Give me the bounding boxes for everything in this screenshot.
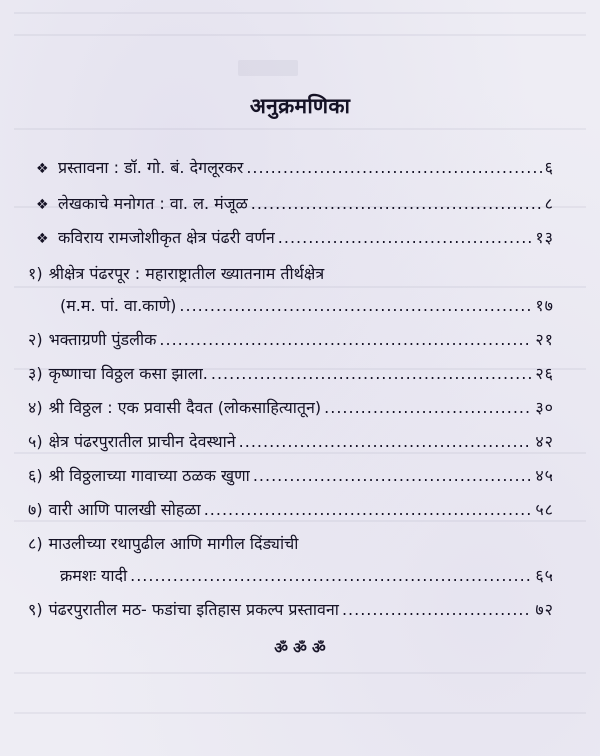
bleed-heading [238,60,298,76]
toc-page-number: ७२ [535,600,554,619]
bleed-line [14,672,586,674]
leader-dots [204,500,533,519]
toc-page-number: ५८ [535,500,554,519]
toc-entry-text: माउलीच्या रथापुढील आणि मागील दिंड्यांची [48,534,299,553]
toc-entry-text: श्री विठ्ठलाच्या गावाच्या ठळक खुणा [48,466,250,485]
diamond-bullet-icon: ❖ [36,197,49,213]
bleed-line [14,128,586,130]
toc-entry-text: क्रमशः यादी [60,566,128,585]
toc-entry-text: (म.म. पां. वा.काणे) [60,296,177,315]
toc-entry-number: ५) [28,432,43,451]
toc-entry [36,156,554,178]
toc-entry [28,262,554,284]
toc-entry-number: ४) [28,398,43,417]
bleed-line [14,712,586,714]
toc-entry-number: ९) [28,600,43,619]
toc-entry [36,226,554,248]
toc-entry-text: श्रीक्षेत्र पंढरपूर : महाराष्ट्रातील ख्यातनाम तीर्थक्षेत्र [48,264,325,283]
bleed-line [14,34,586,36]
diamond-bullet-icon: ❖ [36,231,49,247]
toc-page-number: १३ [535,228,554,247]
leader-dots [342,600,532,619]
bleed-line [14,12,586,14]
toc-entry [28,464,554,486]
toc-entry-number: ८) [28,534,43,553]
toc-entry [28,498,554,520]
toc-entry-text: प्रस्तावना : डॉ. गो. बं. देगलूरकर [58,158,244,177]
leader-dots [159,330,532,349]
toc-entry-text: कविराय रामजोशीकृत क्षेत्र पंढरी वर्णन [58,228,275,247]
toc-page-number: १७ [535,296,554,315]
toc-entry [28,362,554,384]
page-title: अनुक्रमणिका [249,94,351,118]
leader-dots [130,566,532,585]
toc-entry-number: ७) [28,500,43,519]
toc-entry [28,598,554,620]
toc-page-number: ४५ [535,466,554,485]
leader-dots [246,158,541,177]
toc-entry [36,192,554,214]
toc-page-number: २१ [535,330,554,349]
toc-entry-continuation [60,564,554,586]
toc-entry-text: वारी आणि पालखी सोहळा [48,500,201,519]
toc-entry [28,396,554,418]
toc-page-number: ३० [535,398,554,417]
toc-entry-text: पंढरपुरातील मठ- फडांचा इतिहास प्रकल्प प्रस्तावना [48,600,339,619]
toc-entry-text: लेखकाचे मनोगत : वा. ल. मंजूळ [58,194,248,213]
toc-entry-text: क्षेत्र पंढरपुरातील प्राचीन देवस्थाने [48,432,236,451]
leader-dots [251,194,542,213]
leader-dots [253,466,533,485]
toc-entry-continuation [60,294,554,316]
toc-entry-text: श्री विठ्ठल : एक प्रवासी दैवत (लोकसाहित्यातून) [48,398,322,417]
bleed-line [14,452,586,454]
toc-entry-text: भक्ताग्रणी पुंडलीक [48,330,157,349]
toc-entry-number: १) [28,264,43,283]
om-ornament: ॐ ॐ ॐ [274,639,326,657]
leader-dots [211,364,532,383]
toc-page-number: ८ [544,194,554,213]
toc-entry-text: कृष्णाचा विठ्ठल कसा झाला. [48,364,208,383]
toc-entry [28,328,554,350]
toc-entry-number: ६) [28,466,43,485]
diamond-bullet-icon: ❖ [36,161,49,177]
leader-dots [324,398,532,417]
leader-dots [278,228,533,247]
leader-dots [179,296,532,315]
toc-page-number: ६५ [535,566,554,585]
toc-page-number: ४२ [535,432,554,451]
toc-entry-number: २) [28,330,43,349]
bleed-line [14,520,586,522]
toc-entry [28,430,554,452]
bleed-line [14,286,586,288]
leader-dots [239,432,533,451]
toc-page-number: ६ [544,158,554,177]
toc-page-number: २६ [535,364,554,383]
toc-entry [28,532,554,554]
toc-entry-number: ३) [28,364,43,383]
